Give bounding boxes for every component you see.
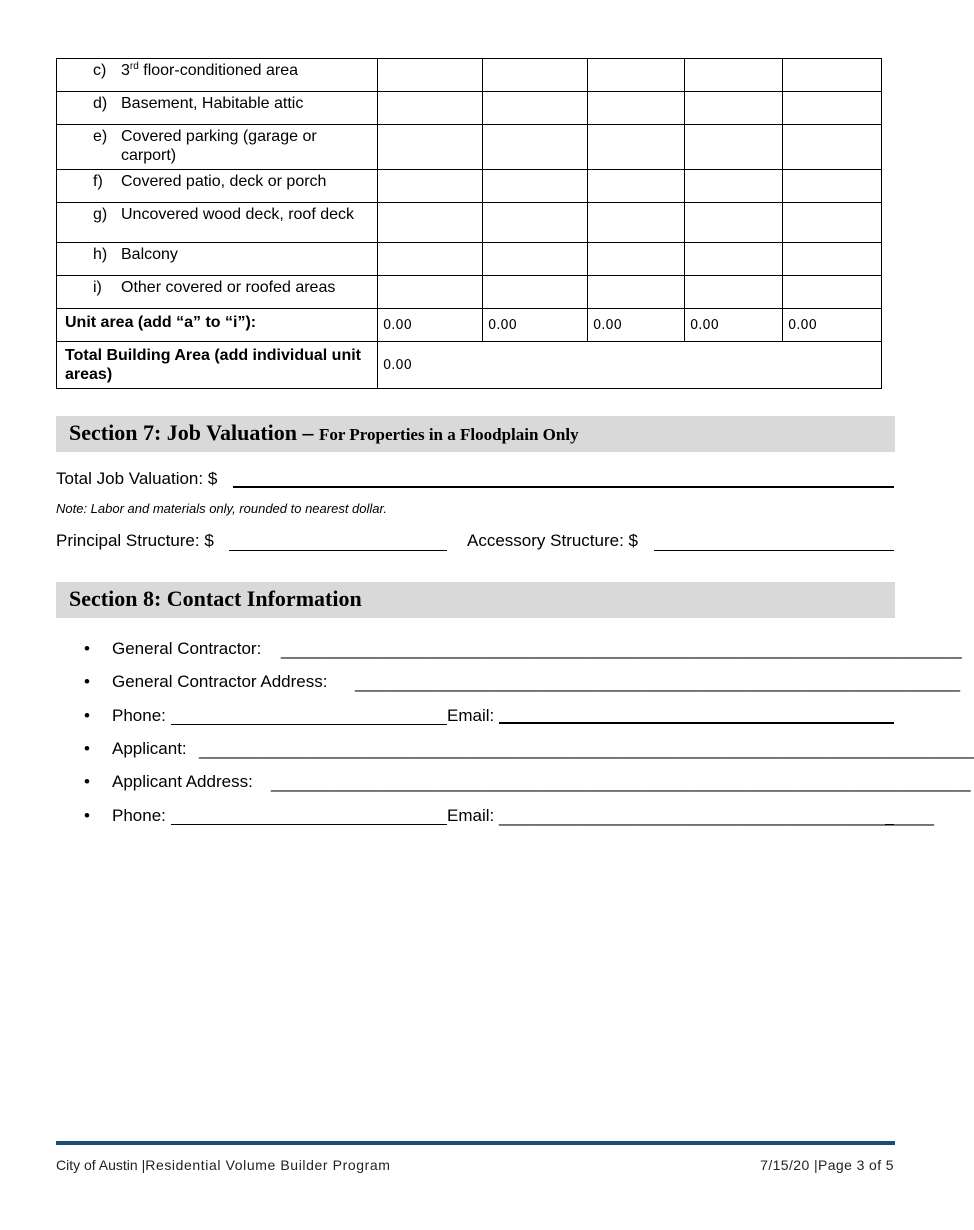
section7-subtitle: For Properties in a Floodplain Only — [319, 425, 579, 444]
area-cell[interactable] — [483, 276, 588, 309]
footer-date: 7/15/20 — [760, 1157, 810, 1173]
principal-structure-label: Principal Structure: $ — [56, 531, 214, 550]
footer-program: Residential Volume Builder Program — [145, 1157, 391, 1173]
applicant-email-field[interactable]: ______________________________________________ — [499, 807, 934, 826]
bullet-icon: • — [84, 672, 90, 691]
general-contractor-field[interactable]: ________________________________________________________________________ — [281, 640, 962, 659]
unit-area-value[interactable]: 0.00 — [378, 309, 483, 342]
row-label: c) 3rd floor-conditioned area — [57, 59, 378, 92]
area-cell[interactable] — [685, 170, 783, 203]
area-cell[interactable] — [588, 92, 685, 125]
bullet-icon: • — [84, 806, 90, 825]
section8-title: Section 8: Contact Information — [69, 586, 362, 611]
table-row — [57, 203, 882, 243]
section8-header — [56, 582, 895, 618]
area-cell[interactable] — [378, 203, 483, 243]
total-area-label: Total Building Area (add individual unit areas) — [57, 342, 378, 389]
footer-rule — [56, 1141, 895, 1145]
general-contractor-address-field[interactable]: ________________________________________________________________ — [355, 673, 961, 692]
row-label: d) Basement, Habitable attic — [57, 92, 378, 125]
applicant-label: Applicant: — [112, 739, 187, 758]
table-row — [57, 170, 882, 203]
area-cell[interactable] — [588, 203, 685, 243]
area-cell[interactable] — [783, 203, 882, 243]
footer-right: 7/15/20 |Page 3 of 5 — [760, 1157, 894, 1173]
row-label: e) Covered parking (garage or carport) — [57, 125, 378, 170]
applicant-email-label: Email: — [447, 806, 495, 825]
general-contractor-address-label: General Contractor Address: — [112, 672, 328, 691]
area-cell[interactable] — [685, 92, 783, 125]
area-cell[interactable] — [685, 276, 783, 309]
area-cell[interactable] — [588, 170, 685, 203]
row-label: g) Uncovered wood deck, roof deck — [57, 203, 378, 243]
area-cell[interactable] — [685, 59, 783, 92]
bullet-icon: • — [84, 706, 90, 725]
unit-area-row — [57, 309, 882, 342]
area-cell[interactable] — [783, 276, 882, 309]
accessory-structure-field[interactable] — [654, 550, 894, 551]
area-cell[interactable] — [783, 92, 882, 125]
applicant-address-field[interactable]: __________________________________________________________________________ — [271, 773, 971, 792]
footer-org: City of Austin — [56, 1157, 138, 1173]
area-cell[interactable] — [483, 92, 588, 125]
footer-page: Page 3 of 5 — [817, 1157, 894, 1173]
applicant-field[interactable]: __________________________________________________________________________________ — [199, 740, 974, 759]
area-cell[interactable] — [483, 203, 588, 243]
bullet-icon: • — [84, 739, 90, 758]
area-table — [56, 58, 882, 389]
contractor-phone-field[interactable] — [171, 724, 447, 725]
area-cell[interactable] — [685, 125, 783, 170]
total-job-valuation-field[interactable] — [233, 486, 894, 488]
principal-structure-field[interactable] — [229, 550, 447, 551]
bullet-icon: • — [84, 639, 90, 658]
contractor-email-field[interactable] — [499, 722, 894, 724]
area-cell[interactable] — [783, 59, 882, 92]
area-cell[interactable] — [588, 59, 685, 92]
area-cell[interactable] — [588, 276, 685, 309]
valuation-note: Note: Labor and materials only, rounded to nearest dollar. — [56, 501, 387, 516]
area-cell[interactable] — [483, 59, 588, 92]
unit-area-value[interactable]: 0.00 — [588, 309, 685, 342]
area-cell[interactable] — [483, 243, 588, 276]
area-cell[interactable] — [783, 125, 882, 170]
applicant-address-label: Applicant Address: — [112, 772, 253, 791]
total-area-row — [57, 342, 882, 389]
section7-title: Section 7: Job Valuation – — [69, 420, 319, 445]
area-cell[interactable] — [378, 170, 483, 203]
table-row — [57, 243, 882, 276]
area-cell[interactable] — [378, 125, 483, 170]
bullet-icon: • — [84, 772, 90, 791]
area-cell[interactable] — [588, 125, 685, 170]
total-area-value[interactable]: 0.00 — [378, 342, 882, 389]
area-cell[interactable] — [378, 59, 483, 92]
table-row — [57, 125, 882, 170]
area-cell[interactable] — [685, 203, 783, 243]
general-contractor-label: General Contractor: — [112, 639, 262, 658]
row-label: f) Covered patio, deck or porch — [57, 170, 378, 203]
area-cell[interactable] — [588, 243, 685, 276]
row-label: h) Balcony — [57, 243, 378, 276]
table-row — [57, 92, 882, 125]
area-cell[interactable] — [685, 243, 783, 276]
total-job-valuation-label: Total Job Valuation: $ — [56, 469, 218, 488]
applicant-phone-label: Phone: — [112, 806, 166, 825]
area-cell[interactable] — [378, 92, 483, 125]
contractor-email-label: Email: — [447, 706, 495, 725]
section7-header — [56, 416, 895, 452]
table-row — [57, 276, 882, 309]
applicant-email-field-end — [885, 824, 894, 825]
unit-area-value[interactable]: 0.00 — [685, 309, 783, 342]
footer-left: City of Austin |Residential Volume Builder Program — [56, 1157, 391, 1173]
area-cell[interactable] — [783, 243, 882, 276]
applicant-phone-field[interactable] — [171, 824, 447, 825]
area-cell[interactable] — [483, 125, 588, 170]
area-cell[interactable] — [783, 170, 882, 203]
area-cell[interactable] — [483, 170, 588, 203]
unit-area-label: Unit area (add “a” to “i”): — [57, 309, 378, 342]
unit-area-value[interactable]: 0.00 — [483, 309, 588, 342]
accessory-structure-label: Accessory Structure: $ — [467, 531, 639, 550]
table-row — [57, 59, 882, 92]
area-cell[interactable] — [378, 243, 483, 276]
row-label: i) Other covered or roofed areas — [57, 276, 378, 309]
unit-area-value[interactable]: 0.00 — [783, 309, 882, 342]
area-cell[interactable] — [378, 276, 483, 309]
contractor-phone-label: Phone: — [112, 706, 166, 725]
